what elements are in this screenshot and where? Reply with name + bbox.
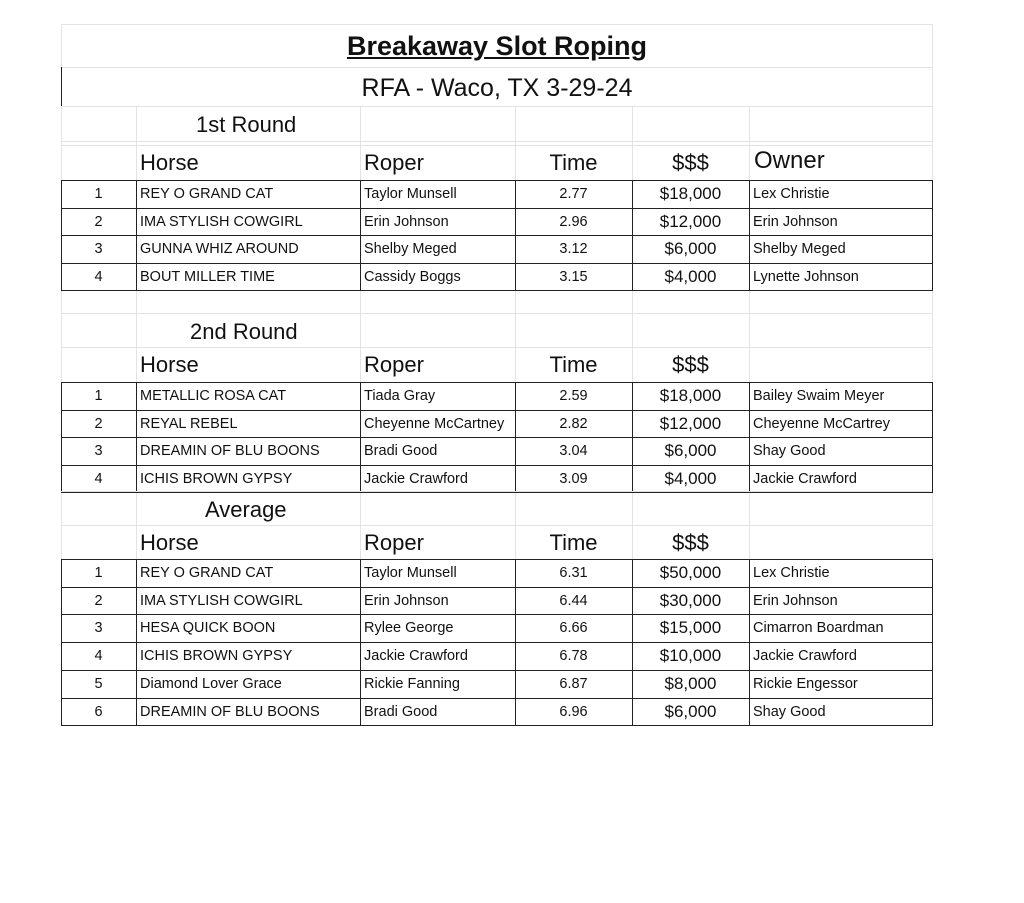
time-value: 6.78: [559, 648, 588, 664]
table-column-border: [360, 180, 361, 290]
table-column-border: [360, 559, 361, 725]
page-subtitle: RFA - Waco, TX 3-29-24: [361, 74, 633, 102]
horse-name: IMA STYLISH COWGIRL: [140, 593, 303, 609]
gridline-horizontal: [61, 313, 932, 314]
time-value: 2.59: [559, 388, 588, 404]
place-number: 5: [94, 676, 103, 692]
owner-name: Lex Christie: [753, 186, 830, 202]
roper-name: Taylor Munsell: [364, 186, 457, 202]
column-header-owner: Owner: [754, 147, 825, 174]
owner-name: Lex Christie: [753, 565, 830, 581]
payout-amount: $10,000: [659, 646, 722, 665]
payout-amount: $12,000: [659, 414, 722, 433]
table-row-border: [61, 290, 933, 291]
table-column-border: [932, 559, 933, 725]
table-row-border: [61, 614, 933, 615]
roper-name: Bradi Good: [364, 704, 438, 720]
place-number: 1: [94, 388, 103, 404]
gridline-horizontal: [61, 491, 932, 492]
section-title: 2nd Round: [190, 319, 298, 344]
horse-name: ICHIS BROWN GYPSY: [140, 648, 293, 664]
gridline-horizontal: [61, 67, 932, 68]
payout-amount: $12,000: [659, 212, 722, 231]
time-value: 3.15: [559, 269, 588, 285]
roper-name: Jackie Crawford: [364, 471, 468, 487]
time-value: 6.96: [559, 704, 588, 720]
column-header-time: Time: [549, 150, 598, 175]
place-number: 3: [94, 443, 103, 459]
place-number: 4: [94, 269, 103, 285]
owner-name: Cheyenne McCartrey: [753, 416, 890, 432]
table-row-border: [61, 382, 933, 383]
place-number: 1: [94, 186, 103, 202]
table-column-border: [932, 180, 933, 290]
table-column-border: [515, 559, 516, 725]
gridline-horizontal: [61, 145, 932, 146]
horse-name: DREAMIN OF BLU BOONS: [140, 443, 320, 459]
payout-amount: $4,000: [664, 267, 717, 286]
horse-name: HESA QUICK BOON: [140, 620, 276, 636]
place-number: 1: [94, 565, 103, 581]
column-header-roper: Roper: [364, 352, 424, 377]
table-column-border: [749, 559, 750, 725]
table-row-border: [61, 725, 933, 726]
owner-name: Shay Good: [753, 704, 826, 720]
table-column-border: [136, 180, 137, 290]
place-number: 2: [94, 214, 103, 230]
roper-name: Tiada Gray: [364, 388, 436, 404]
payout-amount: $6,000: [664, 702, 717, 721]
table-row-border: [61, 492, 933, 493]
horse-name: METALLIC ROSA CAT: [140, 388, 287, 404]
table-row-border: [61, 235, 933, 236]
payout-amount: $8,000: [664, 674, 717, 693]
owner-name: Lynette Johnson: [753, 269, 859, 285]
roper-name: Bradi Good: [364, 443, 438, 459]
column-header-horse: Horse: [140, 352, 199, 377]
owner-name: Erin Johnson: [753, 593, 838, 609]
horse-name: ICHIS BROWN GYPSY: [140, 471, 293, 487]
table-row-border: [61, 670, 933, 671]
column-header-money: $$$: [672, 530, 709, 555]
roper-name: Shelby Meged: [364, 241, 457, 257]
owner-name: Erin Johnson: [753, 214, 838, 230]
owner-name: Rickie Engessor: [753, 676, 858, 692]
time-value: 6.87: [559, 676, 588, 692]
payout-amount: $4,000: [664, 469, 717, 488]
gridline-horizontal: [61, 106, 932, 107]
time-value: 6.31: [559, 565, 588, 581]
column-header-money: $$$: [672, 352, 709, 377]
table-row-border: [61, 559, 933, 560]
roper-name: Cheyenne McCartney: [364, 416, 505, 432]
horse-name: REY O GRAND CAT: [140, 565, 274, 581]
section-title: 1st Round: [196, 112, 297, 137]
payout-amount: $6,000: [664, 239, 717, 258]
table-row-border: [61, 698, 933, 699]
table-column-border: [360, 382, 361, 492]
time-value: 3.09: [559, 471, 588, 487]
column-header-time: Time: [549, 352, 598, 377]
payout-amount: $50,000: [659, 563, 722, 582]
column-header-money: $$$: [672, 150, 709, 175]
table-column-border: [61, 559, 62, 725]
owner-name: Cimarron Boardman: [753, 620, 884, 636]
horse-name: REY O GRAND CAT: [140, 186, 274, 202]
column-header-roper: Roper: [364, 150, 424, 175]
owner-name: Jackie Crawford: [753, 648, 857, 664]
payout-amount: $30,000: [659, 591, 722, 610]
horse-name: Diamond Lover Grace: [140, 676, 282, 692]
horse-name: GUNNA WHIZ AROUND: [140, 241, 299, 257]
owner-name: Shay Good: [753, 443, 826, 459]
table-row-border: [61, 263, 933, 264]
time-value: 6.66: [559, 620, 588, 636]
gridline-horizontal: [61, 141, 932, 142]
place-number: 3: [94, 241, 103, 257]
table-row-border: [61, 465, 933, 466]
time-value: 6.44: [559, 593, 588, 609]
place-number: 4: [94, 471, 103, 487]
horse-name: DREAMIN OF BLU BOONS: [140, 704, 320, 720]
section-title: Average: [205, 497, 287, 522]
roper-name: Erin Johnson: [364, 214, 449, 230]
time-value: 3.04: [559, 443, 588, 459]
place-number: 3: [94, 620, 103, 636]
table-column-border: [632, 559, 633, 725]
page-title: Breakaway Slot Roping: [346, 31, 648, 61]
table-row-border: [61, 437, 933, 438]
table-column-border: [136, 559, 137, 725]
table-row-border: [61, 410, 933, 411]
column-header-time: Time: [549, 530, 598, 555]
horse-name: IMA STYLISH COWGIRL: [140, 214, 303, 230]
table-row-border: [61, 642, 933, 643]
table-row-border: [61, 587, 933, 588]
roper-name: Rylee George: [364, 620, 454, 636]
table-column-border: [932, 382, 933, 492]
time-value: 2.82: [559, 416, 588, 432]
roper-name: Jackie Crawford: [364, 648, 468, 664]
horse-name: BOUT MILLER TIME: [140, 269, 275, 285]
payout-amount: $18,000: [659, 184, 722, 203]
payout-amount: $15,000: [659, 618, 722, 637]
time-value: 3.12: [559, 241, 588, 257]
roper-name: Rickie Fanning: [364, 676, 460, 692]
gridline-horizontal: [61, 525, 932, 526]
owner-name: Shelby Meged: [753, 241, 846, 257]
place-number: 4: [94, 648, 103, 664]
place-number: 6: [94, 704, 103, 720]
table-row-border: [61, 208, 933, 209]
place-number: 2: [94, 593, 103, 609]
column-header-roper: Roper: [364, 530, 424, 555]
gridline-horizontal: [61, 24, 932, 25]
column-header-horse: Horse: [140, 150, 199, 175]
payout-amount: $18,000: [659, 386, 722, 405]
roper-name: Taylor Munsell: [364, 565, 457, 581]
payout-amount: $6,000: [664, 441, 717, 460]
table-column-border: [749, 180, 750, 290]
gridline-horizontal: [61, 347, 932, 348]
table-column-border: [136, 382, 137, 492]
table-row-border: [61, 180, 933, 181]
roper-name: Erin Johnson: [364, 593, 449, 609]
time-value: 2.77: [559, 186, 588, 202]
time-value: 2.96: [559, 214, 588, 230]
column-header-horse: Horse: [140, 530, 199, 555]
table-column-border: [749, 382, 750, 492]
owner-name: Jackie Crawford: [753, 471, 857, 487]
owner-name: Bailey Swaim Meyer: [753, 388, 885, 404]
roper-name: Cassidy Boggs: [364, 269, 461, 285]
horse-name: REYAL REBEL: [140, 416, 238, 432]
place-number: 2: [94, 416, 103, 432]
